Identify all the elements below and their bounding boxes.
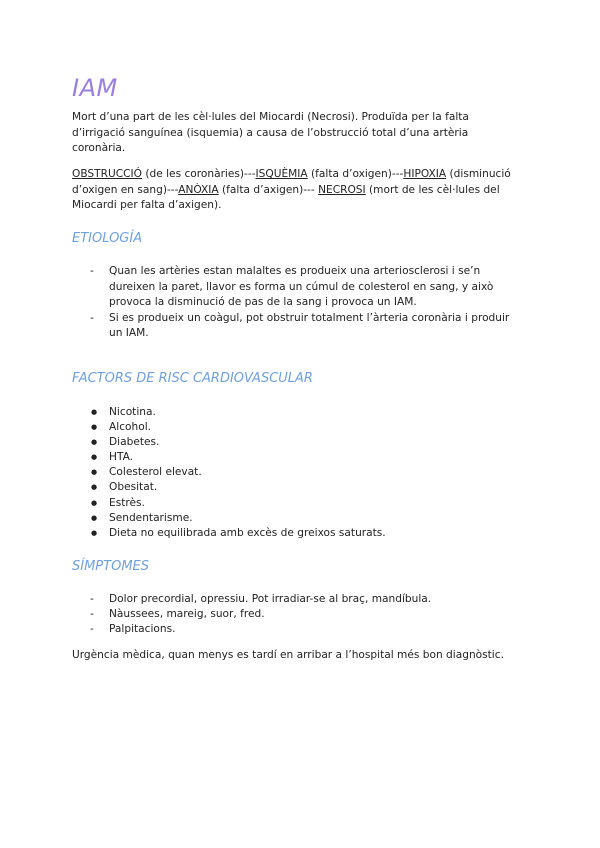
term-obstruccio: OBSTRUCCIÓ	[72, 168, 142, 180]
list-item: - Palpitacions.	[72, 622, 512, 637]
term-isquemia-desc: (falta d’oxigen)---	[307, 168, 404, 180]
list-item: ● Obesitat.	[72, 480, 512, 495]
list-item: ● HTA.	[72, 450, 512, 465]
term-necrosi: NECROSI	[318, 183, 366, 196]
list-item: - Dolor precordial, opressiu. Pot irradiar-se al braç, mandíbula.	[72, 592, 512, 607]
etiologia-heading: ETIOLOGÍA	[72, 231, 143, 246]
list-item: ● Diabetes.	[72, 435, 512, 450]
term-isquemia: ISQUÈMIA	[255, 168, 308, 180]
term-necrosi-desc: (mort de les cèl·lules del Miocardi per falta d’axigen).	[72, 183, 500, 211]
term-hipoxia: HIPOXIA	[403, 168, 447, 180]
term-anoxia: ANÒXIA	[178, 183, 219, 196]
factors-heading: FACTORS DE RISC CARDIOVASCULAR	[72, 371, 313, 386]
intro-paragraph: Mort d’una part de les cèl·lules del Miocardi (Necrosi). Produïda per la falta d’irrigació sanguínea (isquemia) a causa de l’obstrucció total d’una artèria coronària.	[72, 111, 469, 154]
pathology-chain	[72, 167, 512, 214]
simptomes-list	[72, 592, 512, 637]
list-item: ● Sendentarisme.	[72, 511, 512, 526]
list-item: ● Dieta no equilibrada amb excès de greixos saturats.	[72, 526, 512, 541]
term-hipoxia-desc: (disminució d’oxigen en sang)---	[72, 168, 511, 196]
term-anoxia-desc: (falta d’axigen)---	[218, 183, 319, 196]
closing-paragraph: Urgència mèdica, quan menys es tardí en arribar a l’hospital més bon diagnòstic.	[72, 649, 504, 661]
simptomes-heading: SÍMPTOMES	[72, 559, 149, 574]
list-item: - Nàussees, mareig, suor, fred.	[72, 607, 512, 622]
page-title: IAM	[72, 74, 118, 102]
list-item: ● Colesterol elevat.	[72, 465, 512, 480]
term-obstruccio-desc: (de les coronàries)---	[142, 168, 256, 180]
list-item: - Si es produeix un coàgul, pot obstruir totalment l’àrteria coronària i produir un IAM.	[72, 311, 512, 342]
factors-list	[72, 405, 512, 541]
list-item: ● Nicotina.	[72, 405, 512, 420]
etiologia-list	[72, 264, 512, 342]
list-item: - Quan les artèries estan malaltes es produeix una arteriosclerosi i se’n dureixen la paret, llavor es forma un cúmul de colesterol en sang, y això provoca la disminució de pas de la sang i provoca un IAM.	[72, 264, 512, 311]
list-item: ● Alcohol.	[72, 420, 512, 435]
list-item: ● Estrès.	[72, 496, 512, 511]
